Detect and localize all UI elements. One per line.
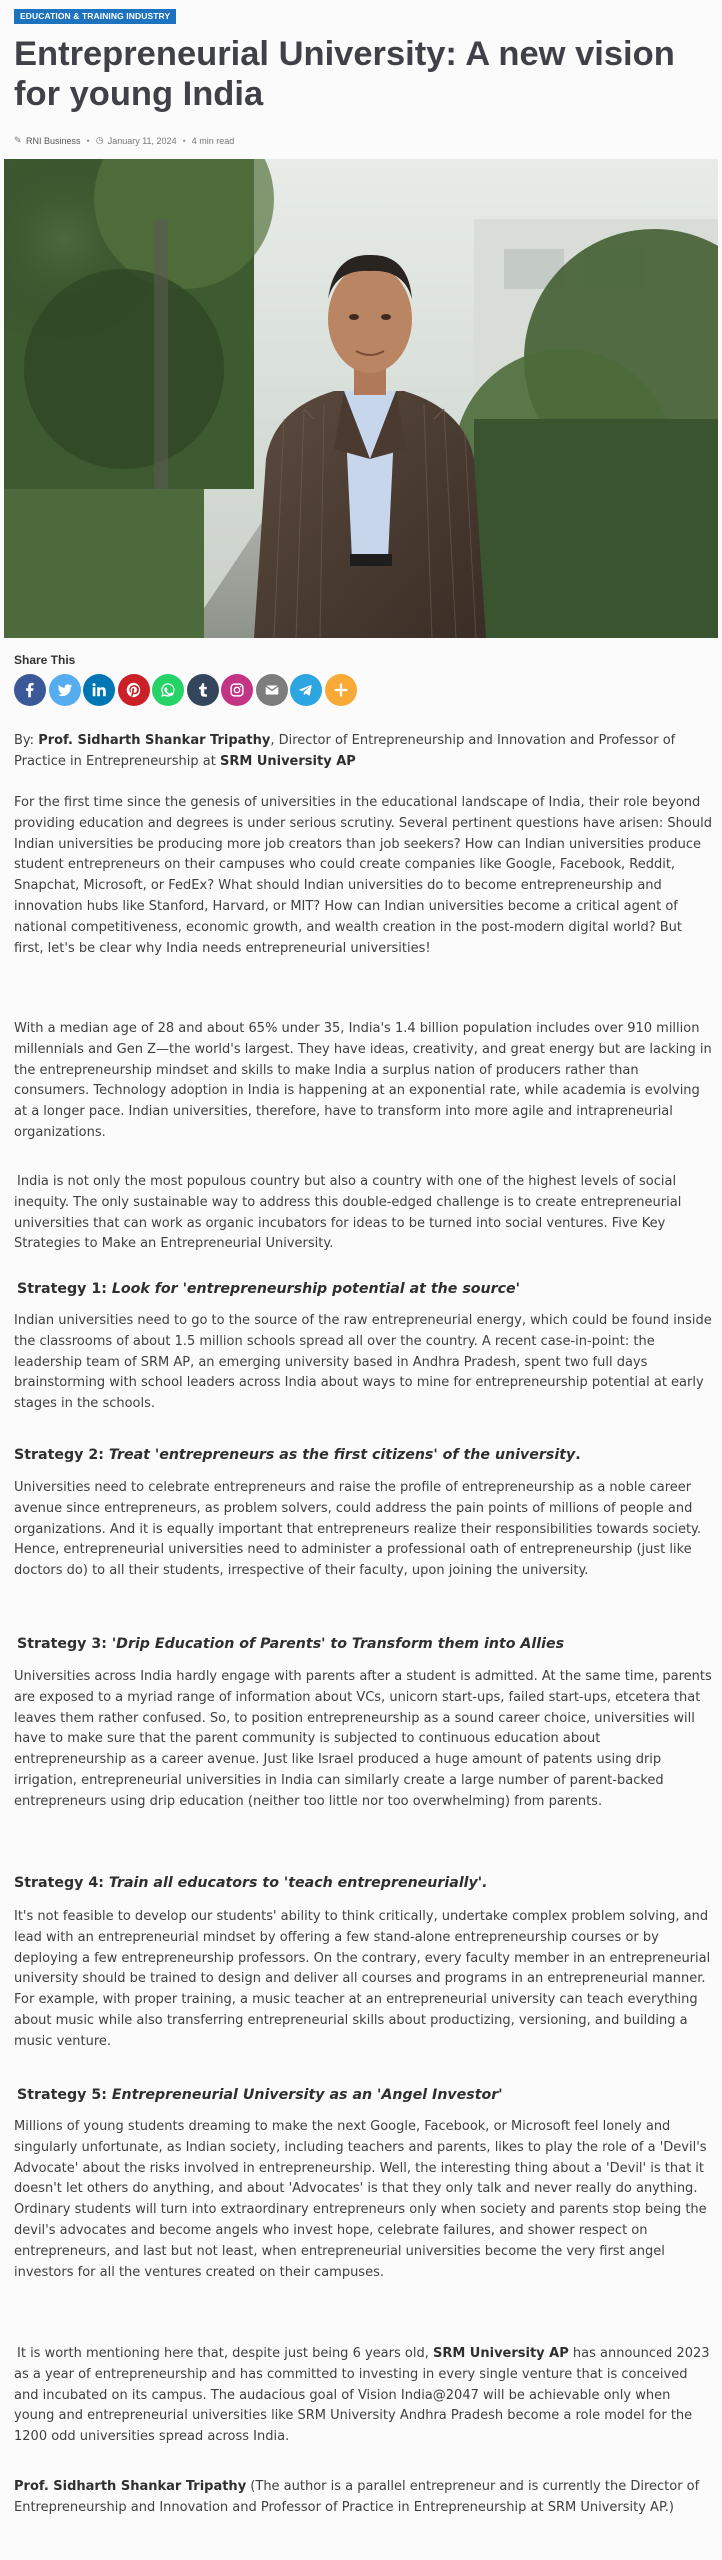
strategy-4-body: It's not feasible to develop our students' ability to think critically, undertake complex problem solving, and lead with an entrepreneurial mindset by offering a few stand-alone entrepreneurship courses or by deploying a few entrepreneurship professors. On the contrary, every faculty member in an entrepreneurial university should be trained to design and deliver all courses and programs in an entrepreneurial manner. For example, with proper training, a music teacher at an entrepreneurial university can teach everything about music while also transferring entrepreneurial skills about productizing, versioning, and building a music venture. [14,1909,711,2049]
byline-author: Prof. Sidharth Shankar Tripathy [38,733,271,748]
strategy-1-body: Indian universities need to go to the source of the raw entrepreneurial energy, which could be found inside the classrooms of about 1.5 million schools spread all over the country. A recent case-in-point: the leadership team of SRM AP, an emerging university based in Andhra Pradesh, spent two full days brainstorming with school leaders across India about ways to mine for entrepreneurship potential at early stages in the schools. [14,1313,712,1412]
email-share-button[interactable] [256,674,288,706]
publish-date: January 11, 2024 [107,135,177,146]
facebook-icon [21,681,39,699]
portrait-photo [4,159,718,638]
edit-icon: ✎ [14,135,22,145]
twitter-icon [56,681,74,699]
plus-icon [332,681,350,699]
instagram-share-button[interactable] [221,674,253,706]
share-buttons [14,674,357,706]
pinterest-icon [125,681,143,699]
tumblr-share-button[interactable] [187,674,219,706]
byline-org: SRM University AP [219,753,356,769]
strategy-1-heading: Strategy 1: Look for 'entrepreneurship potential at the source' [17,1281,520,1297]
strategy-5-body: Millions of young students dreaming to make the next Google, Facebook, or Microsoft feel lonely and singularly unfortunate, as Indian society, including teachers and parents, likes to play the role of a 'Devil's Advocate' about the risks involved in entrepreneurship. Well, the interesting thing about a 'Devil' is that it doesn't let others do anything, and about 'Advocates' is that they only talk and never really do anything. Ordinary students will turn into extraordinary entrepreneurs only when society and parents stop being the devil's advocates and become angels who invest hope, celebrate failures, and shower respect on entrepreneurs, and last but not least, when entrepreneurial universities become the very first angel investors for all the ventures created on their campuses. [14,2119,707,2280]
article-meta: ✎ RNI Business • ◷ January 11, 2024 • 4 min read [14,135,235,146]
more-share-button[interactable] [325,674,357,706]
paragraph-demographics: With a median age of 28 and about 65% under 35, India's 1.4 billion population includes over 910 million millennials and Gen Z—the world's largest. They have ideas, creativity, and great energy but are lacking in the entrepreneurship mindset and skills to make India a surplus nation of producers rather than consumers. Technology adoption in India is happening at an exponential rate, while academia is evolving at a longer pace. Indian universities, therefore, have to transform into more agile and intrapreneurial organizations. [14,1021,712,1140]
article-title: Entrepreneurial University: A new vision for young India [14,35,675,113]
read-time: 4 min read [191,135,235,146]
telegram-icon [297,681,315,699]
whatsapp-icon [159,681,177,699]
strategy-2-heading: Strategy 2: Treat 'entrepreneurs as the first citizens' of the university. [14,1447,581,1463]
closing-org: SRM University AP [432,2346,569,2361]
pinterest-share-button[interactable] [118,674,150,706]
linkedin-share-button[interactable] [83,674,115,706]
paragraph-intro: For the first time since the genesis of universities in the educational landscape of India, their role beyond providing education and degrees is under serious scrutiny. Several pertinent questions have arisen: Should Indian universities be producing more job creators than job seekers? How can Indian universities produce student entrepreneurs on their campuses who could create companies like Google, Facebook, Reddit, Snapchat, Microsoft, or FedEx? What should Indian universities do to become entrepreneurship and innovation hubs like Stanford, Harvard, or MIT? How can Indian universities become a critical agent of national competitiveness, economic growth, and wealth creation in the post-modern digital world? But first, let's be clear why India needs entrepreneurial universities! [14,795,712,956]
hero-image [4,159,718,638]
facebook-share-button[interactable] [14,674,46,706]
linkedin-icon [90,681,108,699]
email-icon [263,681,281,699]
author-note-name: Prof. Sidharth Shankar Tripathy [14,2479,247,2494]
share-title: Share This [14,653,76,667]
telegram-share-button[interactable] [290,674,322,706]
strategy-3-body: Universities across India hardly engage with parents after a student is admitted. At the same time, parents are exposed to a myriad range of information about VCs, unicorn start-ups, failed start-ups, etcetera that leaves them rather confused. So, to position entrepreneurship as a sound career choice, universities will have to make sure that the parent community is subjected to continuous education about entrepreneurship as a career avenue. Just like Israel produced a huge amount of patents using drip irrigation, entrepreneurial universities in India can similarly create a large number of parent-backed entrepreneurs using drip education (neither too little nor too overwhelming) from parents. [14,1669,712,1809]
paragraph-inequity: India is not only the most populous country but also a country with one of the highest levels of social inequity. The only sustainable way to address this double-edged challenge is to create entrepreneurial universities that can work as organic incubators for ideas to be turned into social ventures. Five Key Strategies to Make an Entrepreneurial University. [14,1174,682,1252]
strategy-5-heading: Strategy 5: Entrepreneurial University as an 'Angel Investor' [17,2087,503,2103]
twitter-share-button[interactable] [49,674,81,706]
whatsapp-share-button[interactable] [152,674,184,706]
category-badge[interactable]: EDUCATION & TRAINING INDUSTRY [14,9,176,24]
clock-icon: ◷ [95,135,104,145]
tumblr-icon [194,681,212,699]
strategy-3-heading: Strategy 3: 'Drip Education of Parents' to Transform them into Allies [17,1636,565,1652]
strategy-2-body: Universities need to celebrate entrepreneurs and raise the profile of entrepreneurship as a noble career avenue since entrepreneurs, as problem solvers, could address the pain points of millions of people and organizations. And it is equally important that entrepreneurs realize their responsibilities towards society. Hence, entrepreneurial universities need to administer a professional oath of entrepreneurship (just like doctors do) to all their students, irrespective of their faculty, upon joining the university. [14,1480,702,1579]
byline: By: Prof. Sidharth Shankar Tripathy, Director of Entrepreneurship and Innovation and Professor of Practice in Entrepreneurship at SRM University AP [14,733,676,769]
strategy-4-heading: Strategy 4: Train all educators to 'teach entrepreneurially'. [14,1875,488,1891]
instagram-icon [228,681,246,699]
paragraph-closing: It is worth mentioning here that, despite just being 6 years old, SRM University AP has announced 2023 as a year of entrepreneurship and has committed to investing in every single venture that is conceived and incubated on its campus. The audacious goal of Vision India@2047 will be achievable only when young and entrepreneurial universities like SRM University Andhra Pradesh become a role model for the 1200 odd universities spread across India. [14,2346,710,2445]
author-link[interactable]: RNI Business [26,135,81,146]
author-note: Prof. Sidharth Shankar Tripathy (The author is a parallel entrepreneur and is currently the Director of Entrepreneurship and Innovation and Professor of Practice in Entrepreneurship at SRM University AP.) [14,2479,700,2515]
